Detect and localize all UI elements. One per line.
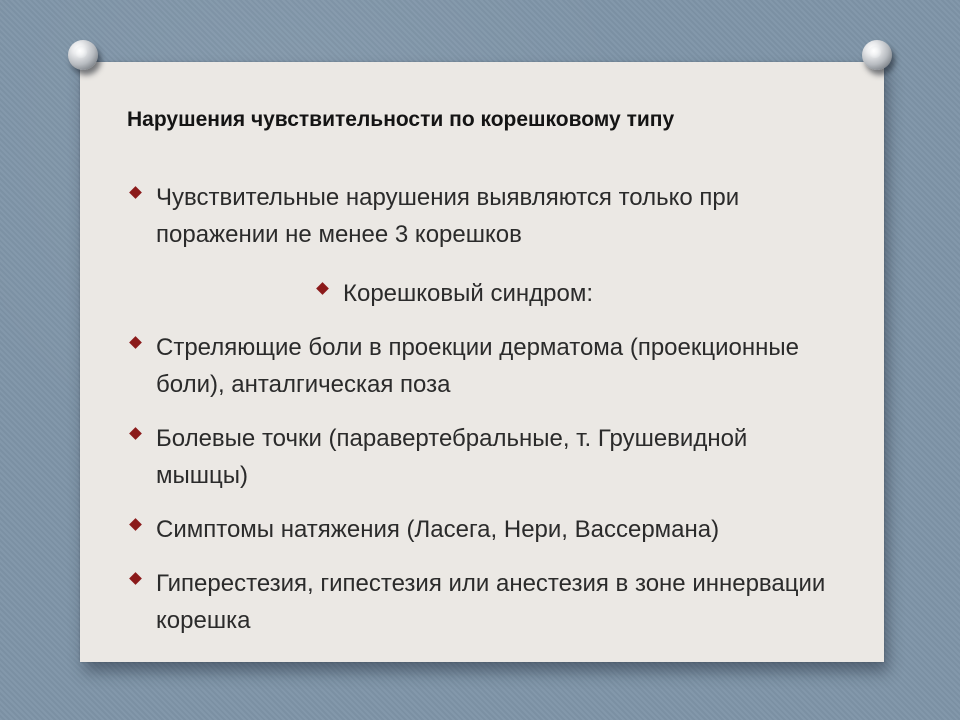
bullet-text: Стреляющие боли в проекции дерматома (проекционные боли), анталгическая поза [156, 334, 799, 398]
bullet-item [131, 179, 831, 253]
pushpin-head [75, 46, 87, 58]
bullet-item [131, 420, 831, 494]
bullet-text: Чувствительные нарушения выявляются только при поражении не менее 3 корешков [156, 184, 740, 248]
pushpin-icon [68, 40, 98, 70]
bullet-text: Симптомы натяжения (Ласега, Нери, Вассермана) [156, 516, 720, 543]
bullet-text: Болевые точки (паравертебральные, т. Грушевидной мышцы) [156, 425, 748, 489]
pushpin-icon [862, 40, 892, 70]
bullet-item [131, 565, 831, 639]
bullet-item [318, 275, 818, 312]
bullet-item [131, 511, 831, 548]
bullet-item [131, 329, 831, 403]
slide-title: Нарушения чувствительности по корешковому типу [127, 108, 675, 131]
pushpin-head [869, 46, 881, 58]
bullet-text: Корешковый синдром: [343, 280, 593, 307]
bullet-text: Гиперестезия, гипестезия или анестезия в зоне иннервации корешка [156, 570, 826, 634]
